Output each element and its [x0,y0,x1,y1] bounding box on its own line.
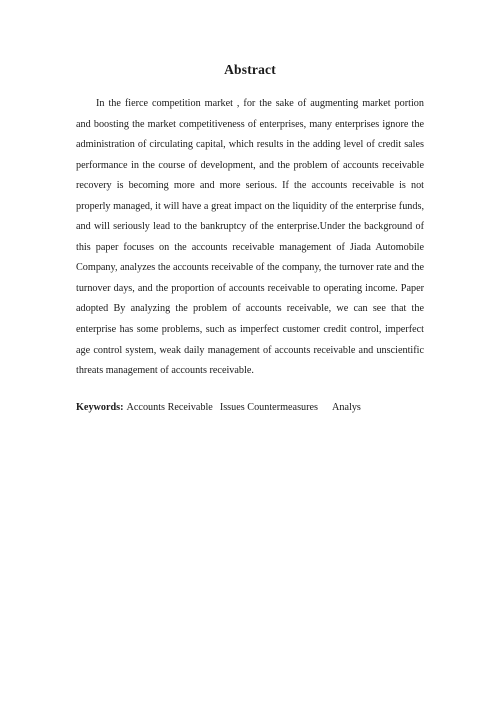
keyword-item: Accounts Receivable [126,402,213,413]
keywords-label: Keywords: [76,402,124,413]
abstract-body: In the fierce competition market , for the sake of augmenting market portion and boosting the market competitiveness of enterprises, many enterprises ignore the administration of circulating capital, which results in the adding level of credit sales performance in the course of development, and the problem of accounts receivable recovery is becoming more and more serious. If the accounts receivable is not properly managed, it will have a great impact on the liquidity of the enterprise funds, and will seriously lead to the bankruptcy of the enterprise.Under the background of this paper focuses on the accounts receivable management of Jiada Automobile Company, analyzes the accounts receivable of the company, the turnover rate and the turnover days, and the proportion of accounts receivable to operating income. Paper adopted By analyzing the problem of accounts receivable, we can see that the enterprise has some problems, such as imperfect customer credit control, imperfect age control system, weak daily management of accounts receivable and unscientific threats management of accounts receivable. [76,98,424,377]
abstract-title: Abstract [224,62,276,77]
keyword-item: Analys [332,402,361,413]
keyword-item: Issues Countermeasures [219,402,319,413]
keywords-line [76,402,424,413]
